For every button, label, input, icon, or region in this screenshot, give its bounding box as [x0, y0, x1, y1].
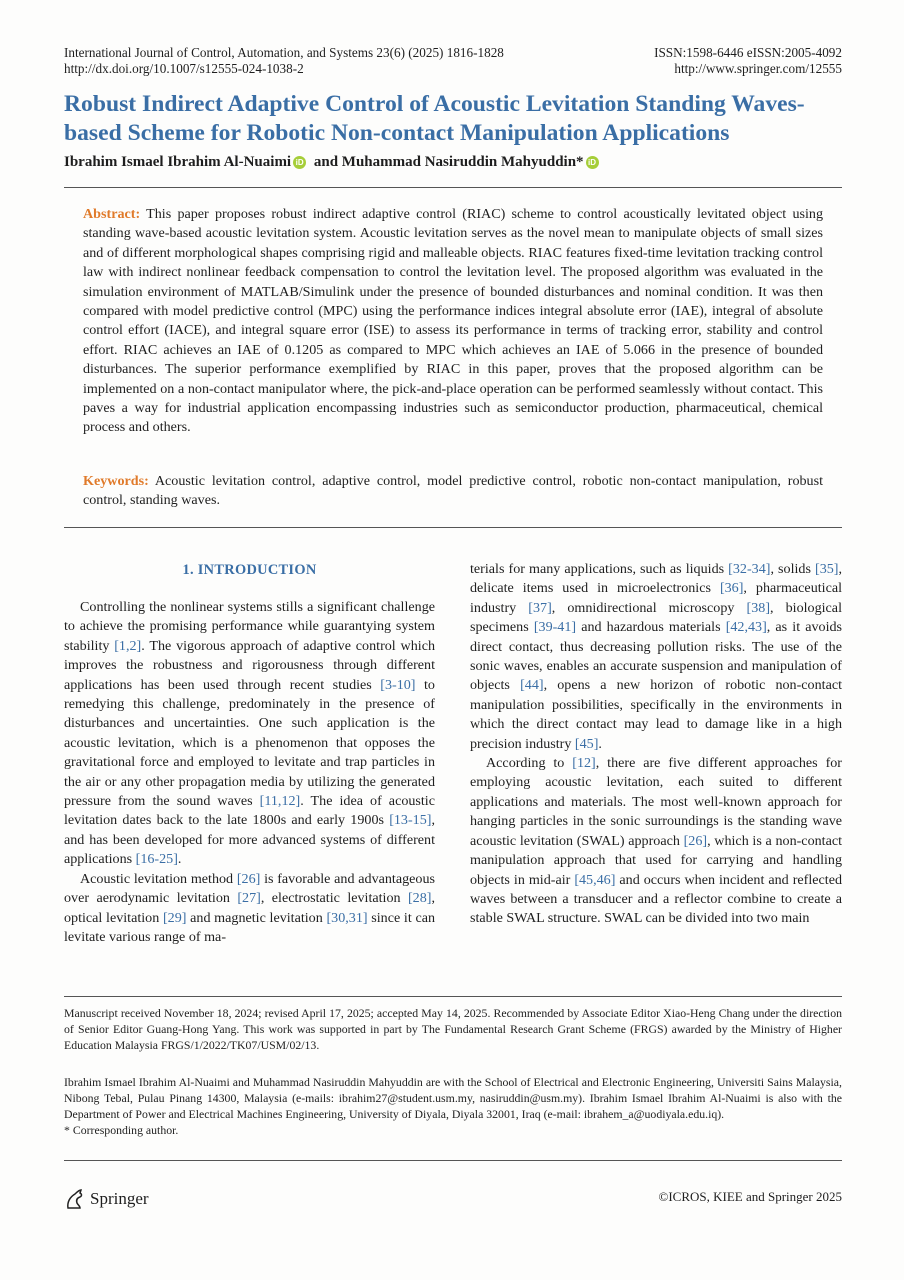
body-text: .	[598, 735, 602, 752]
citation-link[interactable]: [37]	[528, 599, 552, 616]
citation-link[interactable]: [30,31]	[326, 909, 368, 926]
abstract	[83, 205, 823, 438]
orcid-icon[interactable]: iD	[293, 156, 306, 169]
right-column	[470, 560, 842, 929]
citation-link[interactable]: [27]	[237, 890, 261, 907]
affiliation-note	[64, 1074, 842, 1138]
author-1: Ibrahim Ismael Ibrahim Al-Nuaimi	[64, 154, 292, 170]
citation-link[interactable]: [38]	[746, 599, 771, 616]
keywords-text: Acoustic levitation control, adaptive control, model predictive control, robotic non-contact manipulation, robust control, standing waves.	[83, 473, 823, 509]
citation-link[interactable]: [32-34]	[728, 561, 771, 577]
abstract-label: Abstract:	[83, 206, 141, 222]
body-text: , delicate items used in microelectronics	[470, 561, 843, 597]
author-list	[64, 154, 603, 171]
paper-title	[64, 90, 854, 148]
abstract-text: This paper proposes robust indirect adaptive control (RIAC) scheme to control acoustically levitated object using standing wave-based acoustic levitation system. Acoustic levitation serves as the novel mean to manipulate objects of small sizes and of different morphological shapes comprising rigid and malleable objects. RIAC features fixed-time levitation tracking control law with indirect nonlinear feedback compensation to control the levitation level. The proposed algorithm was evaluated in the simulation environment of MATLAB/Simulink under the presence of bounded disturbances and nominal condition. It was then compared with model predictive control (MPC) using the performance indices integral absolute error (IAE), integral of absolute control effort (IACE), and integral square error (ISE) to assess its performance in terms of tracking error, stability and control effort. RIAC achieves an IAE of 0.1205 as compared to MPC which achieves an IAE of 5.066 in the presence of bounded disturbances. The superior performance exemplified by RIAC in this paper, proves that the proposed algorithm can be implemented on a non-contact manipulator where, the pick-and-place operation can be performed seamlessly without contact. This paves a way for industrial application encompassing industries such as semiconductor production, pharmaceutical, chemical process and others.	[83, 206, 823, 436]
citation-link[interactable]: [39-41]	[533, 619, 577, 636]
corresponding-author-note: * Corresponding author.	[64, 1123, 179, 1137]
body-text: Acoustic levitation method	[80, 870, 237, 887]
author-2: Muhammad Nasiruddin Mahyuddin*	[341, 154, 584, 170]
citation-link[interactable]: [16-25]	[135, 851, 178, 868]
body-text: terials for many applications, such as liquids	[470, 561, 729, 577]
citation-link[interactable]: [45]	[574, 735, 599, 752]
citation-link[interactable]: [42,43]	[725, 619, 767, 636]
section-heading: 1. INTRODUCTION	[182, 562, 317, 578]
divider	[64, 527, 842, 528]
body-text: is favorable and advantageous over aerodynamic levitation	[64, 870, 435, 907]
paragraph	[64, 870, 435, 948]
body-text: , biological specimens	[470, 599, 842, 636]
paragraph	[470, 560, 842, 754]
body-text: . The vigorous approach of adaptive control which improves the robustness and rigorousness through different applications has been used through recent studies	[64, 637, 435, 693]
title-line-2: based Scheme for Robotic Non-contact Manipulation Applications	[64, 120, 730, 146]
citation-link[interactable]: [36]	[719, 580, 744, 597]
body-text: and hazardous materials	[576, 619, 726, 636]
citation-link[interactable]: [26]	[683, 832, 708, 849]
body-text: Controlling the nonlinear systems stills a significant challenge to achieve the promising performance while guarantying system stability	[64, 599, 435, 654]
divider	[64, 187, 842, 188]
orcid-icon[interactable]: iD	[586, 156, 599, 169]
body-text: .	[177, 851, 182, 868]
citation-link[interactable]: [44]	[520, 677, 544, 694]
keywords-label: Keywords:	[83, 473, 149, 489]
body-text: , omnidirectional microscopy	[551, 599, 747, 616]
citation-link[interactable]: [29]	[162, 909, 187, 926]
body-text: , there are five different approaches for employing acoustic levitation, each suited to different applications and materials. The most well-known approach for hanging particles in the sonic surroundings is the standing wave acoustic levitation (SWAL) approach	[470, 755, 843, 849]
body-text: , opens a new horizon of robotic non-contact manipulation possibilities, specifically in the environments in which the direct contact may lead to damage like in a high precision industry	[470, 677, 842, 752]
body-text: , optical levitation	[64, 890, 435, 926]
body-text: , electrostatic levitation	[260, 890, 408, 907]
publisher-name: Springer	[90, 1189, 149, 1208]
journal-citation: International Journal of Control, Automation, and Systems 23(6) (2025) 1816-1828	[64, 45, 504, 60]
body-text: , which is a non-contact manipulation approach that used for carrying and handling objects in mid-air	[470, 832, 842, 888]
left-column	[64, 560, 435, 947]
citation-link[interactable]: [3-10]	[380, 676, 416, 693]
citation-link[interactable]: [12]	[572, 755, 596, 772]
citation-link[interactable]: [13-15]	[389, 812, 432, 829]
citation-link[interactable]: [35]	[815, 561, 839, 577]
citation-link[interactable]: [1,2]	[114, 637, 142, 654]
keywords	[83, 472, 823, 511]
doi-link[interactable]: http://dx.doi.org/10.1007/s12555-024-1038-2	[64, 61, 304, 76]
manuscript-note: Manuscript received November 18, 2024; revised April 17, 2025; accepted May 14, 2025. Recommended by Associate Editor Xiao-Heng Chang under the direction of Senior Editor Guang-Hong Yang. This work was supported in part by The Fundamental Research Grant Scheme (FRGS) awarded by the Ministry of Higher Education Malaysia FRGS/1/2022/TK07/USM/02/13.	[64, 1006, 842, 1052]
journal-header	[64, 45, 504, 77]
springer-logo	[64, 1188, 149, 1210]
body-text: , solids	[770, 561, 815, 577]
body-text: to remedying this challenge, predominately in the presence of disturbances and uncertainties. One such application is the acoustic levitation, which is a phenomenon that opposes the gravitational force and employed to levitate and trap particles in the air or any other propagation media by utilizing the generated pressure from the sound waves	[64, 676, 435, 810]
citation-link[interactable]: [26]	[236, 870, 261, 887]
body-text: and magnetic levitation	[186, 909, 327, 926]
body-text: . The idea of acoustic levitation dates back to the late 1800s and early 1900s	[64, 793, 435, 829]
issn-header	[654, 45, 842, 77]
citation-link[interactable]: [28]	[407, 890, 432, 907]
title-line-1: Robust Indirect Adaptive Control of Acoustic Levitation Standing Waves-	[64, 91, 805, 117]
author-conjunction: and	[313, 154, 339, 170]
citation-link[interactable]: [45,46]	[574, 871, 616, 888]
paragraph	[470, 754, 842, 929]
body-text: , pharmaceutical industry	[470, 580, 842, 616]
citation-link[interactable]: [11,12]	[259, 793, 301, 810]
body-text: , and has been developed for more advanced systems of different applications	[64, 812, 435, 868]
springer-horse-icon	[64, 1188, 84, 1210]
body-text: According to	[486, 755, 573, 772]
divider	[64, 996, 842, 997]
body-text: , as it avoids direct contact, thus decreasing pollution risks. The use of the sonic waves, enables an accurate suspension and manipulation of objects	[470, 619, 843, 694]
body-text: since it can levitate various range of ma-	[64, 909, 436, 945]
affiliation-text: Ibrahim Ismael Ibrahim Al-Nuaimi and Muhammad Nasiruddin Mahyuddin are with the School of Electrical and Electronic Engineering, Universiti Sains Malaysia, Nibong Tebal, Pulau Pinang 14300, Malaysia (e-mails: ibrahim27@student.usm.my, nasiruddin@usm.my). Ibrahim Ismael Ibrahim Al-Nuaimi is also with the Department of Power and Electrical Machines Engineering, University of Diyala, Diyala 32001, Iraq (e-mail: ibrahem_a@uodiyala.edu.iq).	[64, 1075, 842, 1121]
springer-url[interactable]: http://www.springer.com/12555	[674, 61, 842, 76]
paragraph	[64, 598, 435, 870]
issn-text: ISSN:1598-6446 eISSN:2005-4092	[654, 45, 842, 60]
body-text: and occurs when incident and reflected waves between a transducer and a reflector combine to create a stable SWAL structure. SWAL can be divided into two main	[470, 871, 842, 927]
copyright: ©ICROS, KIEE and Springer 2025	[658, 1189, 842, 1204]
divider	[64, 1160, 842, 1161]
